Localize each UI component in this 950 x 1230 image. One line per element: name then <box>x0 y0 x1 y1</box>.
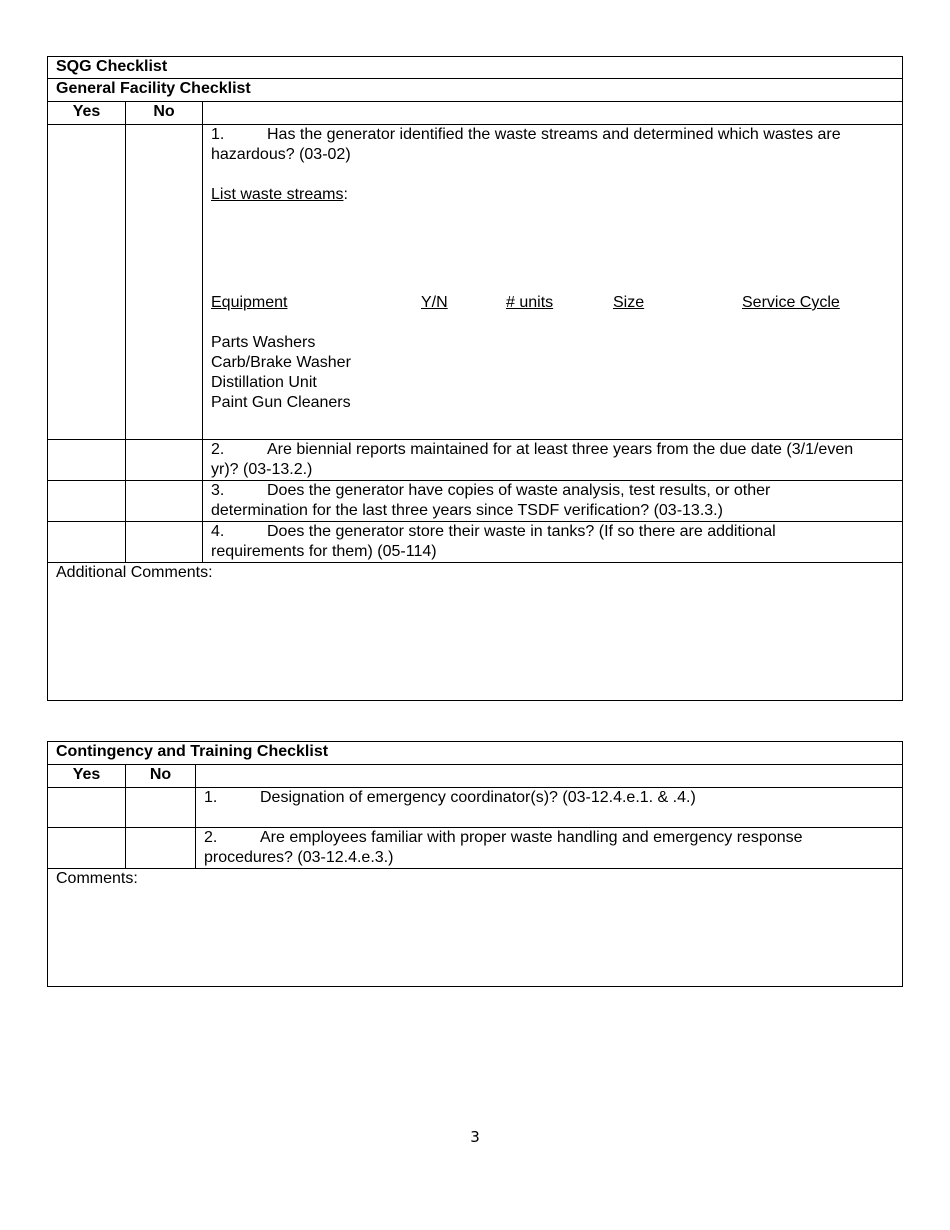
equipment-item: Carb/Brake Washer <box>211 354 351 371</box>
waste-streams-blank[interactable] <box>211 205 894 293</box>
q4-number: 4. <box>211 523 225 540</box>
q4-no-cell[interactable] <box>126 522 203 563</box>
waste-streams-colon: : <box>343 186 348 203</box>
ct-q2-text-line2: procedures? (03-12.4.e.3.) <box>204 849 394 866</box>
q3-number: 3. <box>211 482 225 499</box>
equipment-item: Distillation Unit <box>211 374 317 391</box>
comments-label: Comments: <box>56 870 138 887</box>
q1-number: 1. <box>211 126 225 143</box>
q2-text-line1: Are biennial reports maintained for at least three years from the due date (3/1/even <box>267 441 854 458</box>
ct-q2-yes-cell[interactable] <box>48 828 126 869</box>
checklist-title: SQG Checklist <box>48 57 903 79</box>
q4-text-line2: requirements for them) (05-114) <box>211 543 437 560</box>
units-header: # units <box>506 294 554 311</box>
q2-question <box>203 440 903 481</box>
q4-question <box>203 522 903 563</box>
additional-comments-label: Additional Comments: <box>56 564 213 581</box>
ct-q2-question <box>196 828 903 869</box>
q1-no-cell[interactable] <box>126 125 203 440</box>
contingency-no-header: No <box>126 765 196 788</box>
yn-header: Y/N <box>421 294 448 311</box>
service-cycle-header: Service Cycle <box>742 294 840 311</box>
ct-q2-text-line1: Are employees familiar with proper waste handling and emergency response <box>260 829 803 846</box>
q4-yes-cell[interactable] <box>48 522 126 563</box>
q1-yes-cell[interactable] <box>48 125 126 440</box>
equipment-header: Equipment <box>211 294 288 311</box>
additional-comments-box[interactable] <box>48 563 903 701</box>
q3-text-line2: determination for the last three years since TSDF verification? (03-13.3.) <box>211 502 723 519</box>
q4-text-line1: Does the generator store their waste in tanks? (If so there are additional <box>267 523 776 540</box>
no-column-header: No <box>126 102 203 125</box>
ct-q2-number: 2. <box>204 829 218 846</box>
q2-no-cell[interactable] <box>126 440 203 481</box>
ct-q2-no-cell[interactable] <box>126 828 196 869</box>
q2-yes-cell[interactable] <box>48 440 126 481</box>
equipment-item: Parts Washers <box>211 334 316 351</box>
contingency-training-table <box>47 741 903 987</box>
section-title: General Facility Checklist <box>48 79 903 102</box>
general-facility-table <box>47 56 903 701</box>
contingency-yes-header: Yes <box>48 765 126 788</box>
equipment-header-row <box>211 293 894 313</box>
q3-text-line1: Does the generator have copies of waste analysis, test results, or other <box>267 482 771 499</box>
comments-box[interactable] <box>48 869 903 987</box>
waste-streams-label: List waste streams <box>211 186 344 203</box>
contingency-title: Contingency and Training Checklist <box>48 742 903 765</box>
size-header: Size <box>613 294 645 311</box>
ct-q1-question <box>196 788 903 828</box>
question-column-header <box>203 102 903 125</box>
ct-q1-number: 1. <box>204 789 218 806</box>
yes-column-header: Yes <box>48 102 126 125</box>
ct-q1-text: Designation of emergency coordinator(s)? (03-12.4.e.1. & .4.) <box>260 789 696 806</box>
q1-text-line2: hazardous? (03-02) <box>211 146 351 163</box>
q2-number: 2. <box>211 441 225 458</box>
page-number: 3 <box>470 1128 480 1146</box>
q2-text-line2: yr)? (03-13.2.) <box>211 461 313 478</box>
equipment-item: Paint Gun Cleaners <box>211 394 351 411</box>
q3-question <box>203 481 903 522</box>
q3-yes-cell[interactable] <box>48 481 126 522</box>
ct-q1-no-cell[interactable] <box>126 788 196 828</box>
contingency-question-header <box>196 765 903 788</box>
q1-text-line1: Has the generator identified the waste streams and determined which wastes are <box>267 126 841 143</box>
q3-no-cell[interactable] <box>126 481 203 522</box>
ct-q1-yes-cell[interactable] <box>48 788 126 828</box>
q1-question <box>203 125 903 440</box>
